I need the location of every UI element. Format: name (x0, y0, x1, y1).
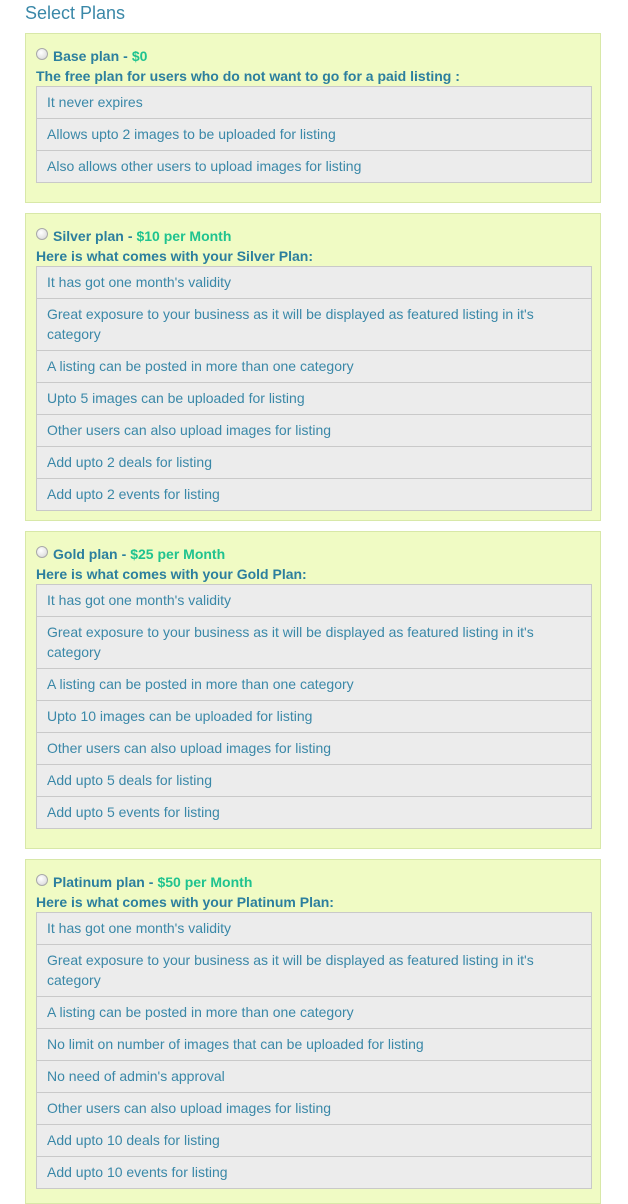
plan-feature-list (36, 86, 592, 183)
plan-feature: Add upto 10 events for listing (36, 1156, 592, 1189)
plan-description: Here is what comes with your Silver Plan: (36, 248, 313, 264)
page-title: Select Plans (25, 3, 126, 23)
plan-feature: Upto 5 images can be uploaded for listing (36, 382, 592, 415)
plan-card-gold (25, 531, 601, 849)
plan-description: The free plan for users who do not want to go for a paid listing : (36, 68, 460, 84)
plan-price: $10 per Month (136, 228, 232, 244)
plan-feature: Add upto 5 events for listing (36, 796, 592, 829)
plan-feature: No limit on number of images that can be uploaded for listing (36, 1028, 592, 1061)
plan-card-silver (25, 213, 601, 521)
plan-name: Platinum plan (53, 874, 145, 890)
plan-description: Here is what comes with your Platinum Plan: (36, 894, 334, 910)
plan-feature: Great exposure to your business as it will be displayed as featured listing in it's category (36, 944, 592, 997)
plan-header (36, 226, 231, 246)
plan-feature: It never expires (36, 86, 592, 119)
plan-feature-list (36, 266, 592, 511)
plan-name: Base plan (53, 48, 120, 64)
plan-price: $25 per Month (130, 546, 226, 562)
plan-feature: Great exposure to your business as it will be displayed as featured listing in it's category (36, 298, 592, 351)
plan-feature: Add upto 2 events for listing (36, 478, 592, 511)
plan-price: $50 per Month (157, 874, 253, 890)
plan-card-platinum (25, 859, 601, 1204)
plan-feature: Add upto 5 deals for listing (36, 764, 592, 797)
plan-feature-list (36, 912, 592, 1189)
plan-feature: Add upto 2 deals for listing (36, 446, 592, 479)
plan-radio-silver[interactable] (36, 228, 48, 240)
plan-feature-list (36, 584, 592, 829)
plan-feature: Add upto 10 deals for listing (36, 1124, 592, 1157)
plan-radio-base[interactable] (36, 48, 48, 60)
plan-price: $0 (131, 48, 148, 64)
plan-radio-platinum[interactable] (36, 874, 48, 886)
plan-separator: - (127, 228, 133, 244)
plan-feature: Other users can also upload images for listing (36, 732, 592, 765)
plan-separator: - (148, 874, 154, 890)
plan-separator: - (121, 546, 127, 562)
plan-feature: Other users can also upload images for listing (36, 414, 592, 447)
plan-header (36, 544, 225, 564)
plan-feature: Great exposure to your business as it will be displayed as featured listing in it's category (36, 616, 592, 669)
plan-feature: A listing can be posted in more than one category (36, 996, 592, 1029)
plan-card-base (25, 33, 601, 203)
plan-feature: A listing can be posted in more than one category (36, 668, 592, 701)
plan-header (36, 46, 147, 66)
plan-feature: A listing can be posted in more than one category (36, 350, 592, 383)
plan-name: Gold plan (53, 546, 118, 562)
plan-feature: No need of admin's approval (36, 1060, 592, 1093)
plan-header (36, 872, 252, 892)
plan-feature: Other users can also upload images for listing (36, 1092, 592, 1125)
plan-description: Here is what comes with your Gold Plan: (36, 566, 307, 582)
plan-feature: It has got one month's validity (36, 912, 592, 945)
plan-feature: It has got one month's validity (36, 584, 592, 617)
plan-feature: It has got one month's validity (36, 266, 592, 299)
plan-separator: - (123, 48, 128, 64)
plan-name: Silver plan (53, 228, 124, 244)
plan-feature: Also allows other users to upload images for listing (36, 150, 592, 183)
plan-radio-gold[interactable] (36, 546, 48, 558)
plan-feature: Allows upto 2 images to be uploaded for listing (36, 118, 592, 151)
plan-feature: Upto 10 images can be uploaded for listing (36, 700, 592, 733)
